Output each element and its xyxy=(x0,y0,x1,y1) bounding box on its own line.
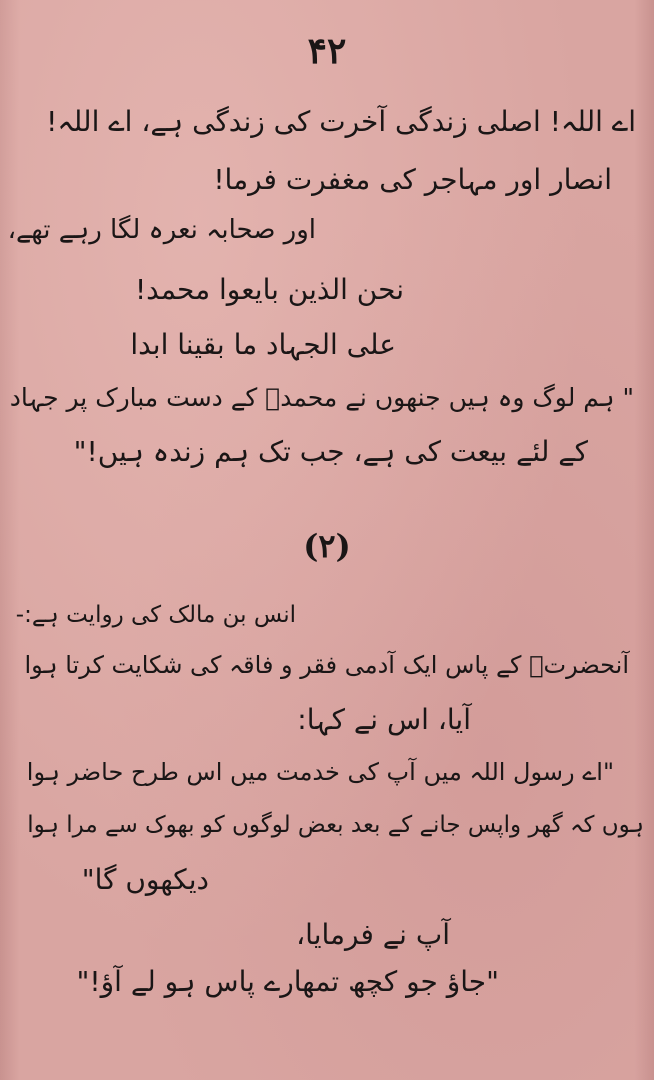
text-line: آیا، اس نے کہا: xyxy=(297,703,471,736)
text-line: آنحضرتؐ کے پاس ایک آدمی فقر و فاقہ کی شکایت کرتا ہوا xyxy=(24,651,629,679)
text-line: انس بن مالک کی روایت ہے:- xyxy=(15,602,296,628)
text-line: آپ نے فرمایا، xyxy=(296,918,450,951)
text-line: اے اللہ! اصلی زندگی آخرت کی زندگی ہے، اے اللہ! xyxy=(46,105,636,138)
text-line: ہوں کہ گھر واپس جانے کے بعد بعض لوگوں کو بھوک سے مرا ہوا xyxy=(27,812,644,838)
text-line: "جاؤ جو کچھ تمھارے پاس ہو لے آؤ!" xyxy=(76,965,499,998)
page-number: ۴۲ xyxy=(307,30,347,72)
text-line: دیکھوں گا" xyxy=(81,863,209,896)
arabic-verse-line: نحن الذین بایعوا محمد! xyxy=(134,273,404,306)
section-number: (۲) xyxy=(303,527,351,565)
arabic-verse-line: علی الجہاد ما بقینا ابدا xyxy=(130,328,396,361)
text-line: " ہم لوگ وہ ہیں جنھوں نے محمدؐ کے دست مبارک پر جہاد xyxy=(9,383,634,412)
text-line: اور صحابہ نعرہ لگا رہے تھے، xyxy=(7,215,316,245)
text-line: "اے رسول اللہ میں آپ کی خدمت میں اس طرح حاضر ہوا xyxy=(26,758,614,786)
text-line: کے لئے بیعت کی ہے، جب تک ہم زندہ ہیں!" xyxy=(73,435,588,468)
text-line: انصار اور مہاجر کی مغفرت فرما! xyxy=(213,163,612,196)
